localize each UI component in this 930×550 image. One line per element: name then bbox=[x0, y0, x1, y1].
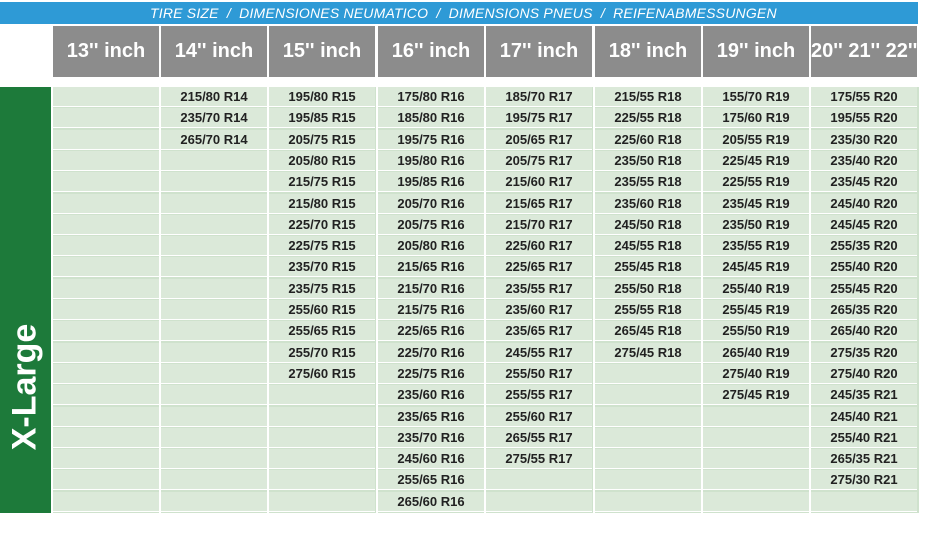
tire-size-cell: 225/70 R16 bbox=[378, 343, 484, 363]
tire-size-cell: 265/45 R18 bbox=[595, 321, 701, 341]
empty-cell bbox=[269, 428, 375, 448]
empty-cell bbox=[53, 130, 159, 150]
empty-cell bbox=[161, 194, 267, 214]
empty-cell bbox=[53, 87, 159, 107]
column-header: 18'' inch bbox=[595, 26, 701, 77]
tire-size-cell: 235/30 R20 bbox=[811, 130, 917, 150]
column-divider bbox=[159, 87, 161, 513]
tire-size-cell: 275/55 R17 bbox=[486, 449, 592, 469]
tire-size-cell: 245/45 R20 bbox=[811, 215, 917, 235]
tire-size-cell: 255/40 R19 bbox=[703, 279, 809, 299]
size-column bbox=[703, 87, 809, 513]
tire-size-cell: 235/50 R18 bbox=[595, 151, 701, 171]
empty-cell bbox=[161, 449, 267, 469]
column-divider bbox=[484, 87, 486, 513]
tire-size-cell: 275/30 R21 bbox=[811, 470, 917, 490]
tire-size-cell: 195/75 R17 bbox=[486, 108, 592, 128]
empty-cell bbox=[161, 428, 267, 448]
empty-cell bbox=[161, 257, 267, 277]
empty-cell bbox=[595, 364, 701, 384]
tire-size-cell: 255/45 R20 bbox=[811, 279, 917, 299]
empty-cell bbox=[486, 470, 592, 490]
tire-size-cell: 225/60 R18 bbox=[595, 130, 701, 150]
size-column bbox=[269, 87, 375, 513]
size-column bbox=[486, 87, 592, 513]
empty-cell bbox=[53, 407, 159, 427]
tire-size-cell: 245/55 R17 bbox=[486, 343, 592, 363]
tire-size-cell: 265/40 R20 bbox=[811, 321, 917, 341]
tire-size-cell: 225/75 R16 bbox=[378, 364, 484, 384]
tire-size-cell: 235/50 R19 bbox=[703, 215, 809, 235]
empty-cell bbox=[595, 492, 701, 512]
size-column bbox=[53, 87, 159, 513]
column-header: 14'' inch bbox=[161, 26, 267, 77]
tire-size-cell: 255/40 R21 bbox=[811, 428, 917, 448]
tire-size-cell: 245/55 R18 bbox=[595, 236, 701, 256]
column-header: 20'' 21'' 22'' bbox=[811, 26, 917, 77]
empty-cell bbox=[53, 300, 159, 320]
tire-size-cell: 235/55 R19 bbox=[703, 236, 809, 256]
tire-size-cell: 205/75 R15 bbox=[269, 130, 375, 150]
tire-size-cell: 225/55 R18 bbox=[595, 108, 701, 128]
tire-size-cell: 255/50 R18 bbox=[595, 279, 701, 299]
empty-cell bbox=[595, 470, 701, 490]
empty-cell bbox=[703, 470, 809, 490]
tire-size-cell: 265/55 R17 bbox=[486, 428, 592, 448]
tire-size-cell: 205/80 R16 bbox=[378, 236, 484, 256]
empty-cell bbox=[53, 172, 159, 192]
empty-cell bbox=[161, 321, 267, 341]
empty-cell bbox=[53, 385, 159, 405]
column-divider bbox=[376, 87, 378, 513]
tire-size-cell: 225/45 R19 bbox=[703, 151, 809, 171]
tire-size-cell: 255/60 R15 bbox=[269, 300, 375, 320]
tire-size-cell: 225/55 R19 bbox=[703, 172, 809, 192]
tire-size-cell: 215/65 R16 bbox=[378, 257, 484, 277]
tire-size-cell: 245/60 R16 bbox=[378, 449, 484, 469]
tire-size-cell: 195/80 R15 bbox=[269, 87, 375, 107]
tire-size-cell: 215/75 R16 bbox=[378, 300, 484, 320]
empty-cell bbox=[161, 215, 267, 235]
tire-size-cell: 265/70 R14 bbox=[161, 130, 267, 150]
empty-cell bbox=[161, 236, 267, 256]
size-category-label: X-Large bbox=[5, 323, 44, 451]
tire-size-cell: 245/50 R18 bbox=[595, 215, 701, 235]
size-column bbox=[378, 87, 484, 513]
tire-size-cell: 235/70 R16 bbox=[378, 428, 484, 448]
tire-size-cell: 255/65 R15 bbox=[269, 321, 375, 341]
empty-cell bbox=[703, 449, 809, 469]
column-divider bbox=[593, 87, 595, 513]
empty-cell bbox=[595, 407, 701, 427]
tire-size-cell: 195/80 R16 bbox=[378, 151, 484, 171]
empty-cell bbox=[703, 428, 809, 448]
empty-cell bbox=[595, 449, 701, 469]
size-column bbox=[811, 87, 917, 513]
empty-cell bbox=[53, 151, 159, 171]
tire-size-cell: 275/40 R20 bbox=[811, 364, 917, 384]
empty-cell bbox=[161, 279, 267, 299]
tire-size-cell: 245/45 R19 bbox=[703, 257, 809, 277]
tire-size-cell: 235/55 R18 bbox=[595, 172, 701, 192]
column-header: 19'' inch bbox=[703, 26, 809, 77]
empty-cell bbox=[161, 385, 267, 405]
tire-size-cell: 205/80 R15 bbox=[269, 151, 375, 171]
tire-size-cell: 275/45 R18 bbox=[595, 343, 701, 363]
tire-size-cell: 235/60 R18 bbox=[595, 194, 701, 214]
empty-cell bbox=[53, 321, 159, 341]
column-divider bbox=[809, 87, 811, 513]
tire-size-cell: 175/80 R16 bbox=[378, 87, 484, 107]
empty-cell bbox=[703, 407, 809, 427]
empty-cell bbox=[161, 492, 267, 512]
tire-size-cell: 255/40 R20 bbox=[811, 257, 917, 277]
tire-size-cell: 225/70 R15 bbox=[269, 215, 375, 235]
empty-cell bbox=[269, 407, 375, 427]
tire-size-cell: 255/55 R18 bbox=[595, 300, 701, 320]
tire-size-cell: 225/75 R15 bbox=[269, 236, 375, 256]
empty-cell bbox=[269, 449, 375, 469]
empty-cell bbox=[53, 236, 159, 256]
empty-cell bbox=[161, 470, 267, 490]
tire-size-cell: 235/55 R17 bbox=[486, 279, 592, 299]
tire-size-cell: 195/75 R16 bbox=[378, 130, 484, 150]
tire-size-cell: 225/65 R16 bbox=[378, 321, 484, 341]
size-column bbox=[595, 87, 701, 513]
empty-cell bbox=[161, 343, 267, 363]
tire-size-cell: 205/55 R19 bbox=[703, 130, 809, 150]
empty-cell bbox=[486, 492, 592, 512]
column-header: 17'' inch bbox=[486, 26, 592, 77]
tire-size-cell: 275/35 R20 bbox=[811, 343, 917, 363]
tire-size-cell: 255/55 R17 bbox=[486, 385, 592, 405]
tire-size-cell: 235/45 R19 bbox=[703, 194, 809, 214]
tire-size-cell: 235/75 R15 bbox=[269, 279, 375, 299]
tire-size-cell: 255/50 R19 bbox=[703, 321, 809, 341]
tire-size-cell: 235/65 R17 bbox=[486, 321, 592, 341]
tire-size-cell: 235/60 R16 bbox=[378, 385, 484, 405]
empty-cell bbox=[53, 257, 159, 277]
tire-size-cell: 235/65 R16 bbox=[378, 407, 484, 427]
empty-cell bbox=[161, 172, 267, 192]
column-divider bbox=[267, 87, 269, 513]
empty-cell bbox=[53, 279, 159, 299]
tire-size-cell: 195/55 R20 bbox=[811, 108, 917, 128]
tire-size-cell: 155/70 R19 bbox=[703, 87, 809, 107]
tire-size-cell: 225/60 R17 bbox=[486, 236, 592, 256]
tire-size-cell: 205/65 R17 bbox=[486, 130, 592, 150]
tire-size-cell: 205/70 R16 bbox=[378, 194, 484, 214]
tire-size-cell: 195/85 R15 bbox=[269, 108, 375, 128]
tire-size-cell: 255/65 R16 bbox=[378, 470, 484, 490]
tire-size-cell: 215/70 R17 bbox=[486, 215, 592, 235]
tire-size-cell: 255/35 R20 bbox=[811, 236, 917, 256]
empty-cell bbox=[53, 449, 159, 469]
tire-size-cell: 215/75 R15 bbox=[269, 172, 375, 192]
tire-size-cell: 255/60 R17 bbox=[486, 407, 592, 427]
tire-size-cell: 215/65 R17 bbox=[486, 194, 592, 214]
empty-cell bbox=[703, 492, 809, 512]
empty-cell bbox=[53, 194, 159, 214]
tire-size-cell: 235/70 R15 bbox=[269, 257, 375, 277]
empty-cell bbox=[53, 428, 159, 448]
empty-cell bbox=[161, 407, 267, 427]
empty-cell bbox=[595, 385, 701, 405]
tire-size-cell: 185/70 R17 bbox=[486, 87, 592, 107]
tire-size-cell: 245/40 R21 bbox=[811, 407, 917, 427]
tire-size-cell: 235/40 R20 bbox=[811, 151, 917, 171]
tire-size-cell: 185/80 R16 bbox=[378, 108, 484, 128]
empty-cell bbox=[53, 470, 159, 490]
tire-size-cell: 235/60 R17 bbox=[486, 300, 592, 320]
empty-cell bbox=[269, 470, 375, 490]
tire-size-cell: 265/60 R16 bbox=[378, 492, 484, 512]
tire-size-cell: 205/75 R16 bbox=[378, 215, 484, 235]
empty-cell bbox=[269, 492, 375, 512]
tire-size-cell: 215/70 R16 bbox=[378, 279, 484, 299]
tire-size-cell: 255/50 R17 bbox=[486, 364, 592, 384]
tire-size-grid bbox=[53, 87, 919, 513]
empty-cell bbox=[595, 428, 701, 448]
tire-size-cell: 175/60 R19 bbox=[703, 108, 809, 128]
size-column bbox=[161, 87, 267, 513]
tire-size-cell: 205/75 R17 bbox=[486, 151, 592, 171]
empty-cell bbox=[53, 492, 159, 512]
tire-size-cell: 225/65 R17 bbox=[486, 257, 592, 277]
column-header: 15'' inch bbox=[269, 26, 375, 77]
empty-cell bbox=[161, 300, 267, 320]
empty-cell bbox=[53, 364, 159, 384]
tire-size-cell: 235/45 R20 bbox=[811, 172, 917, 192]
tire-size-cell: 245/35 R21 bbox=[811, 385, 917, 405]
empty-cell bbox=[161, 151, 267, 171]
tire-size-cell: 255/45 R19 bbox=[703, 300, 809, 320]
empty-cell bbox=[53, 108, 159, 128]
tire-size-cell: 265/35 R20 bbox=[811, 300, 917, 320]
tire-size-cell: 195/85 R16 bbox=[378, 172, 484, 192]
column-header: 16'' inch bbox=[378, 26, 484, 77]
empty-cell bbox=[53, 215, 159, 235]
empty-cell bbox=[161, 364, 267, 384]
tire-size-cell: 275/60 R15 bbox=[269, 364, 375, 384]
column-header: 13'' inch bbox=[53, 26, 159, 77]
empty-cell bbox=[269, 385, 375, 405]
tire-size-cell: 265/40 R19 bbox=[703, 343, 809, 363]
tire-size-cell: 275/40 R19 bbox=[703, 364, 809, 384]
tire-size-cell: 255/70 R15 bbox=[269, 343, 375, 363]
tire-size-cell: 215/60 R17 bbox=[486, 172, 592, 192]
tire-size-cell: 215/80 R15 bbox=[269, 194, 375, 214]
tire-size-cell: 245/40 R20 bbox=[811, 194, 917, 214]
tire-size-cell: 235/70 R14 bbox=[161, 108, 267, 128]
empty-cell bbox=[53, 343, 159, 363]
tire-size-cell: 275/45 R19 bbox=[703, 385, 809, 405]
empty-cell bbox=[811, 492, 917, 512]
tire-size-cell: 265/35 R21 bbox=[811, 449, 917, 469]
column-divider bbox=[701, 87, 703, 513]
size-category-band bbox=[0, 87, 51, 513]
banner-title: TIRE SIZE / DIMENSIONES NEUMATICO / DIMENSIONS PNEUS / REIFENABMESSUNGEN bbox=[0, 2, 918, 24]
tire-size-cell: 215/55 R18 bbox=[595, 87, 701, 107]
tire-size-cell: 255/45 R18 bbox=[595, 257, 701, 277]
tire-size-cell: 215/80 R14 bbox=[161, 87, 267, 107]
tire-size-cell: 175/55 R20 bbox=[811, 87, 917, 107]
